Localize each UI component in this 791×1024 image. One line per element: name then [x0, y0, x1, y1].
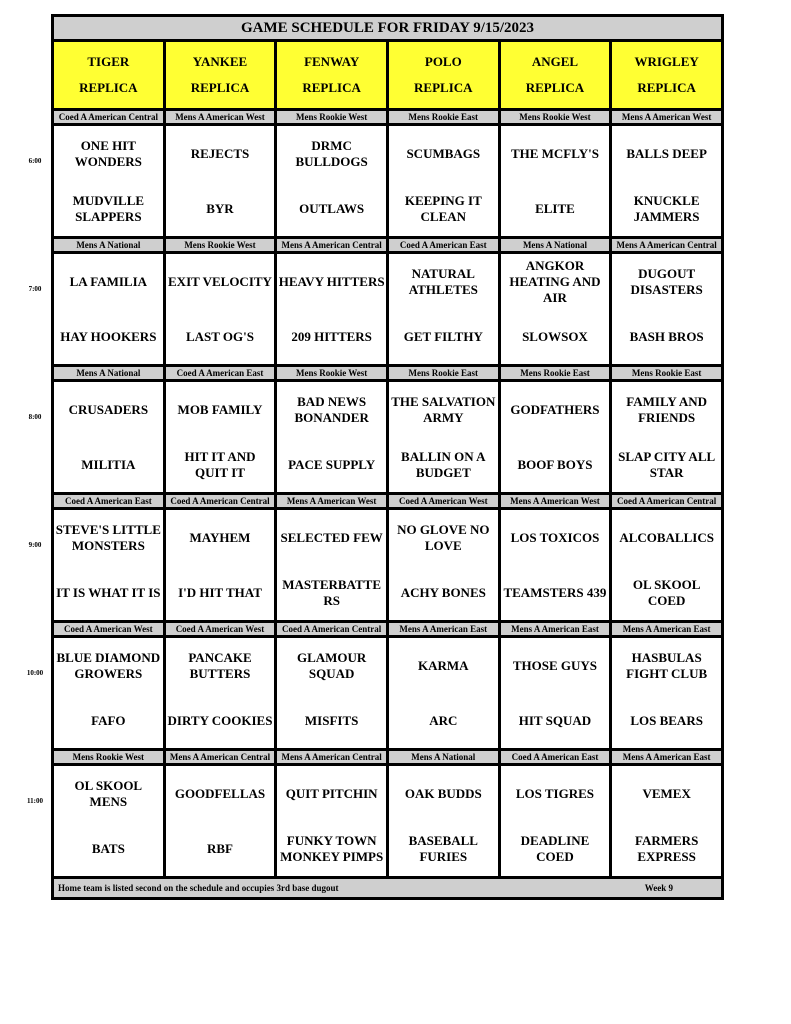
home-team: ARC: [429, 712, 458, 728]
field-name: FENWAY: [304, 54, 360, 69]
division-label: Mens A National: [499, 238, 611, 253]
away-team: THE MCFLY'S: [510, 145, 599, 161]
division-label: Coed A American East: [164, 366, 276, 381]
game-cell: [164, 637, 276, 750]
field-header: [611, 41, 723, 110]
away-team: THOSE GUYS: [512, 657, 598, 673]
division-label: Mens Rookie West: [164, 238, 276, 253]
away-team: VEMEX: [642, 785, 691, 801]
game-cell: [164, 381, 276, 494]
field-header: [164, 41, 276, 110]
field-name: WRIGLEY: [634, 54, 699, 69]
game-cell: [611, 765, 723, 878]
away-team: GOODFELLAS: [174, 785, 266, 801]
game-cell: [53, 125, 165, 238]
home-team: HAY HOOKERS: [60, 328, 157, 344]
away-team: REJECTS: [190, 145, 250, 161]
home-team: BYR: [206, 200, 234, 216]
game-cell: [164, 253, 276, 366]
away-team: NATURAL ATHLETES: [408, 265, 478, 297]
game-cell: [53, 381, 165, 494]
away-team: BAD NEWS BONANDER: [294, 393, 369, 425]
division-label: Mens A American East: [611, 622, 723, 637]
home-team: DIRTY COOKIES: [167, 712, 273, 728]
division-label: Coed A American East: [53, 494, 165, 509]
game-cell: [387, 765, 499, 878]
home-team: MISFITS: [304, 712, 359, 728]
division-row: [53, 494, 723, 509]
field-subtitle: REPLICA: [414, 80, 473, 95]
home-team: BASEBALL FURIES: [408, 832, 478, 864]
away-team: SELECTED FEW: [280, 529, 383, 545]
home-team: MUDVILLE SLAPPERS: [72, 192, 145, 224]
home-team: FARMERS EXPRESS: [634, 832, 699, 864]
game-cell: [499, 381, 611, 494]
division-label: Mens Rookie East: [387, 366, 499, 381]
game-cell: [499, 509, 611, 622]
field-header: [387, 41, 499, 110]
field-subtitle: REPLICA: [79, 80, 138, 95]
away-team: GODFATHERS: [510, 401, 600, 417]
division-label: Coed A American Central: [164, 494, 276, 509]
away-team: EXIT VELOCITY: [168, 273, 272, 289]
game-cell: [611, 509, 723, 622]
footer-cell: [53, 878, 723, 899]
home-team: BALLIN ON A BUDGET: [401, 448, 486, 480]
game-cell: [611, 637, 723, 750]
home-team: MASTERBATTE RS: [282, 576, 381, 608]
field-name: TIGER: [87, 54, 130, 69]
footer-row: [53, 878, 723, 899]
home-team: BASH BROS: [629, 328, 704, 344]
game-cell: [53, 253, 165, 366]
division-label: Mens A National: [53, 238, 165, 253]
time-label: 11:00: [27, 797, 43, 805]
away-team: LOS TOXICOS: [510, 529, 600, 545]
game-row: [53, 125, 723, 238]
away-team: BALLS DEEP: [626, 145, 707, 161]
time-label: 6:00: [28, 157, 42, 165]
home-team: HIT IT AND QUIT IT: [184, 448, 256, 480]
away-team: DUGOUT DISASTERS: [630, 265, 703, 297]
game-cell: [276, 253, 388, 366]
home-team: HIT SQUAD: [518, 712, 592, 728]
game-row: [53, 253, 723, 366]
home-team: TEAMSTERS 439: [503, 584, 607, 600]
game-cell: [499, 637, 611, 750]
division-row: [53, 366, 723, 381]
home-team: BOOF BOYS: [517, 456, 593, 472]
field-name: ANGEL: [531, 54, 579, 69]
game-cell: [611, 381, 723, 494]
game-cell: [387, 125, 499, 238]
game-cell: [276, 765, 388, 878]
away-team: OL SKOOL MENS: [74, 777, 143, 809]
division-label: Mens Rookie West: [276, 110, 388, 125]
division-label: Mens A American West: [276, 494, 388, 509]
division-row: [53, 622, 723, 637]
game-row: [53, 381, 723, 494]
game-cell: [499, 125, 611, 238]
home-team: I'D HIT THAT: [178, 584, 262, 600]
schedule-title: GAME SCHEDULE FOR FRIDAY 9/15/2023: [53, 16, 723, 41]
field-header: [499, 41, 611, 110]
home-team: PACE SUPPLY: [288, 456, 376, 472]
division-label: Mens Rookie East: [387, 110, 499, 125]
away-team: CRUSADERS: [68, 401, 149, 417]
division-label: Mens A American Central: [276, 238, 388, 253]
game-cell: [611, 125, 723, 238]
game-cell: [164, 765, 276, 878]
division-label: Mens A American Central: [276, 750, 388, 765]
home-team: SLAP CITY ALL STAR: [618, 448, 716, 480]
field-header: [53, 41, 165, 110]
schedule-table: [51, 14, 724, 900]
away-team: DRMC BULLDOGS: [295, 137, 368, 169]
away-team: SCUMBAGS: [406, 145, 481, 161]
division-label: Mens A National: [387, 750, 499, 765]
away-team: STEVE'S LITTLE MONSTERS: [55, 521, 161, 553]
division-label: Mens A American West: [499, 494, 611, 509]
away-team: MAYHEM: [189, 529, 251, 545]
away-team: HASBULAS FIGHT CLUB: [626, 649, 708, 681]
footer-note: Home team is listed second on the schedule and occupies 3rd base dugout: [58, 883, 339, 893]
game-cell: [53, 637, 165, 750]
away-team: GLAMOUR SQUAD: [296, 649, 367, 681]
home-team: KEEPING IT CLEAN: [404, 192, 482, 224]
division-label: Mens A American East: [387, 622, 499, 637]
away-team: HEAVY HITTERS: [278, 273, 385, 289]
game-row: [53, 765, 723, 878]
title-row: [53, 16, 723, 41]
game-cell: [387, 381, 499, 494]
division-label: Mens Rookie East: [611, 366, 723, 381]
division-label: Mens Rookie East: [499, 366, 611, 381]
game-cell: [499, 253, 611, 366]
division-label: Mens A American East: [611, 750, 723, 765]
home-team: GET FILTHY: [403, 328, 483, 344]
field-header-row: [53, 41, 723, 110]
away-team: QUIT PITCHIN: [285, 785, 378, 801]
home-team: FAFO: [91, 712, 126, 728]
game-cell: [53, 509, 165, 622]
home-team: MILITIA: [81, 456, 136, 472]
time-label: 10:00: [26, 669, 44, 677]
home-team: OUTLAWS: [299, 200, 365, 216]
game-cell: [276, 509, 388, 622]
away-team: FAMILY AND FRIENDS: [626, 393, 708, 425]
division-label: Mens A American West: [611, 110, 723, 125]
home-team: ELITE: [535, 200, 575, 216]
home-team: IT IS WHAT IT IS: [56, 584, 161, 600]
home-team: LAST OG'S: [185, 328, 254, 344]
away-team: ONE HIT WONDERS: [74, 137, 142, 169]
division-label: Mens Rookie West: [53, 750, 165, 765]
week-label: Week 9: [644, 883, 673, 893]
game-row: [53, 509, 723, 622]
field-subtitle: REPLICA: [302, 80, 361, 95]
division-label: Mens A American West: [164, 110, 276, 125]
division-label: Mens A National: [53, 366, 165, 381]
division-label: Coed A American East: [387, 238, 499, 253]
home-team: RBF: [206, 840, 233, 856]
home-team: KNUCKLE JAMMERS: [633, 192, 700, 224]
away-team: NO GLOVE NO LOVE: [397, 521, 490, 553]
game-row: [53, 637, 723, 750]
time-label: 7:00: [28, 285, 42, 293]
game-cell: [387, 637, 499, 750]
home-team: FUNKY TOWN MONKEY PIMPS: [280, 832, 384, 864]
away-team: KARMA: [418, 657, 469, 673]
division-label: Mens Rookie West: [499, 110, 611, 125]
home-team: LOS BEARS: [630, 712, 703, 728]
game-cell: [387, 509, 499, 622]
game-cell: [164, 509, 276, 622]
division-label: Coed A American Central: [53, 110, 165, 125]
division-label: Mens A American East: [499, 622, 611, 637]
division-row: [53, 110, 723, 125]
division-row: [53, 750, 723, 765]
time-label: 8:00: [28, 413, 42, 421]
field-subtitle: REPLICA: [525, 80, 585, 95]
away-team: OAK BUDDS: [404, 785, 482, 801]
field-subtitle: REPLICA: [637, 80, 696, 95]
division-label: Mens A American Central: [164, 750, 276, 765]
division-label: Coed A American Central: [276, 622, 388, 637]
field-subtitle: REPLICA: [190, 80, 250, 95]
game-cell: [276, 637, 388, 750]
home-team: DEADLINE COED: [520, 832, 590, 864]
away-team: THE SALVATION ARMY: [391, 393, 496, 425]
game-cell: [276, 381, 388, 494]
away-team: LA FAMILIA: [69, 273, 148, 289]
home-team: OL SKOOL COED: [632, 576, 701, 608]
home-team: BATS: [91, 840, 125, 856]
away-team: MOB FAMILY: [177, 401, 263, 417]
time-label: 9:00: [28, 541, 42, 549]
away-team: ALCOBALLICS: [619, 529, 714, 545]
division-row: [53, 238, 723, 253]
game-cell: [499, 765, 611, 878]
away-team: ANGKOR HEATING AND AIR: [509, 257, 601, 305]
game-cell: [276, 125, 388, 238]
game-cell: [164, 125, 276, 238]
division-label: Mens A American Central: [611, 238, 723, 253]
home-team: ACHY BONES: [400, 584, 486, 600]
home-team: 209 HITTERS: [291, 328, 372, 344]
game-cell: [387, 253, 499, 366]
game-cell: [53, 765, 165, 878]
home-team: SLOWSOX: [522, 328, 588, 344]
field-name: YANKEE: [192, 54, 248, 69]
away-team: BLUE DIAMOND GROWERS: [56, 649, 161, 681]
game-cell: [611, 253, 723, 366]
division-label: Coed A American West: [53, 622, 165, 637]
division-label: Coed A American West: [164, 622, 276, 637]
division-label: Coed A American West: [387, 494, 499, 509]
away-team: LOS TIGRES: [515, 785, 595, 801]
division-label: Coed A American East: [499, 750, 611, 765]
away-team: PANCAKE BUTTERS: [188, 649, 252, 681]
division-label: Mens Rookie West: [276, 366, 388, 381]
division-label: Coed A American Central: [611, 494, 723, 509]
field-name: POLO: [424, 54, 462, 69]
field-header: [276, 41, 388, 110]
